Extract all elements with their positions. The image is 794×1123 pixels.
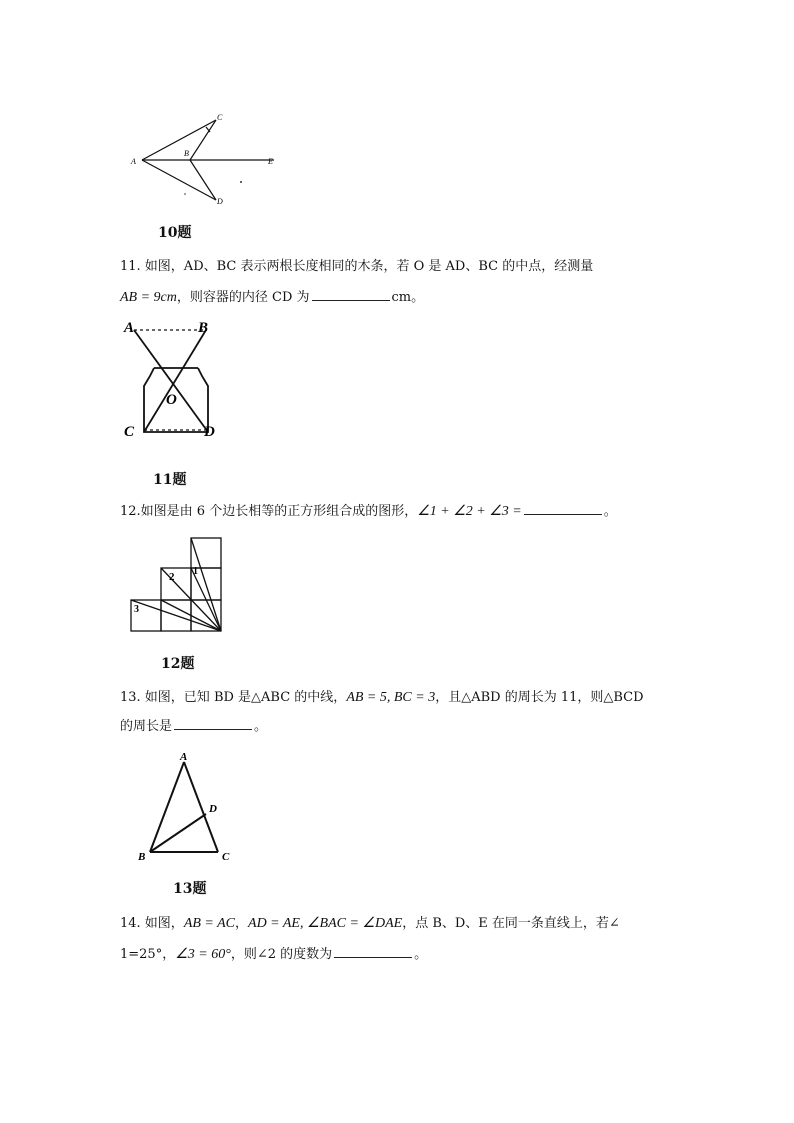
q11-line2	[120, 288, 424, 307]
q11-line1	[120, 258, 593, 276]
q12-text-1a: 12.如图是由 6 个边长相等的正方形组合成的图形，	[120, 504, 418, 519]
q12-math: ∠1 + ∠2 + ∠3 =	[417, 504, 522, 519]
q14-text-2b: ，则∠2 的度数为	[230, 947, 333, 962]
q12-angle-2: 2	[169, 571, 175, 583]
q11-label-d: D	[204, 424, 215, 440]
q12-caption: 12题	[161, 656, 195, 672]
q13-text-2a: 的周长是	[120, 719, 173, 734]
q13-diagram	[134, 748, 244, 868]
q13-answer-blank[interactable]	[174, 717, 252, 730]
q11-text-1: 11. 如图，AD、BC 表示两根长度相同的木条，若 O 是 AD、BC 的中点，经测量	[120, 259, 594, 274]
q11-answer-blank[interactable]	[312, 288, 390, 301]
q11-caption: 11题	[153, 472, 187, 488]
q14-math-1: AB = AC	[183, 916, 235, 931]
q10-label-a: A	[131, 157, 136, 166]
q11-diagram	[120, 316, 230, 456]
q13-line1	[120, 689, 644, 707]
q10-label-c: C	[217, 113, 223, 122]
q14-answer-blank[interactable]	[334, 945, 412, 958]
q13-line2	[120, 717, 267, 736]
q13-caption: 13题	[173, 881, 207, 897]
q10-caption: 10题	[158, 225, 192, 241]
q13-math: AB = 5, BC = 3	[346, 690, 436, 705]
q13-label-d: D	[209, 803, 217, 815]
q11-math-ab: AB = 9cm	[120, 290, 177, 305]
q11-label-o: O	[166, 392, 177, 408]
q10-label-b: B	[184, 149, 189, 158]
q14-text-1a: 14. 如图，	[120, 916, 184, 931]
q14-line1	[120, 915, 620, 933]
q11-figure	[120, 316, 230, 456]
q14-text-1b: ，点 B、D、E 在同一条直线上，若∠	[402, 916, 620, 931]
q12-figure	[128, 534, 228, 636]
q12-angle-3: 3	[134, 604, 139, 615]
q10-label-d: D	[217, 197, 223, 206]
q12-line1	[120, 502, 617, 521]
q11-text-2a: ，则容器的内径 CD 为	[176, 290, 310, 305]
q10-figure	[128, 108, 288, 214]
q11-label-a: A	[124, 320, 135, 336]
q13-text-1a: 13. 如图，已知 BD 是△ABC 的中线，	[120, 690, 347, 705]
q12-answer-blank[interactable]	[524, 502, 602, 515]
q12-text-1b: 。	[603, 504, 617, 519]
q13-figure	[134, 748, 244, 868]
q14-line2	[120, 945, 427, 964]
q13-label-b: B	[138, 851, 146, 863]
q13-text-2b: 。	[254, 719, 268, 734]
q14-sep: ，	[235, 916, 249, 931]
q12-diagram	[128, 534, 228, 636]
q13-label-c: C	[222, 851, 230, 863]
q14-text-2a: 1=25°，	[120, 947, 176, 962]
q14-text-2c: 。	[414, 947, 428, 962]
q12-angle-1: 1	[193, 566, 198, 577]
q11-label-c: C	[124, 424, 135, 440]
q11-text-2b: cm。	[391, 290, 425, 305]
q14-math-3: ∠3 = 60°	[175, 947, 231, 962]
q14-math-2: AD = AE, ∠BAC = ∠DAE	[248, 916, 403, 931]
q13-label-a: A	[180, 751, 188, 763]
q11-label-b: B	[198, 320, 209, 336]
q10-label-e: E	[268, 157, 273, 166]
q13-text-1b: ，且△ABD 的周长为 11，则△BCD	[435, 690, 644, 705]
q10-diagram	[128, 108, 288, 214]
